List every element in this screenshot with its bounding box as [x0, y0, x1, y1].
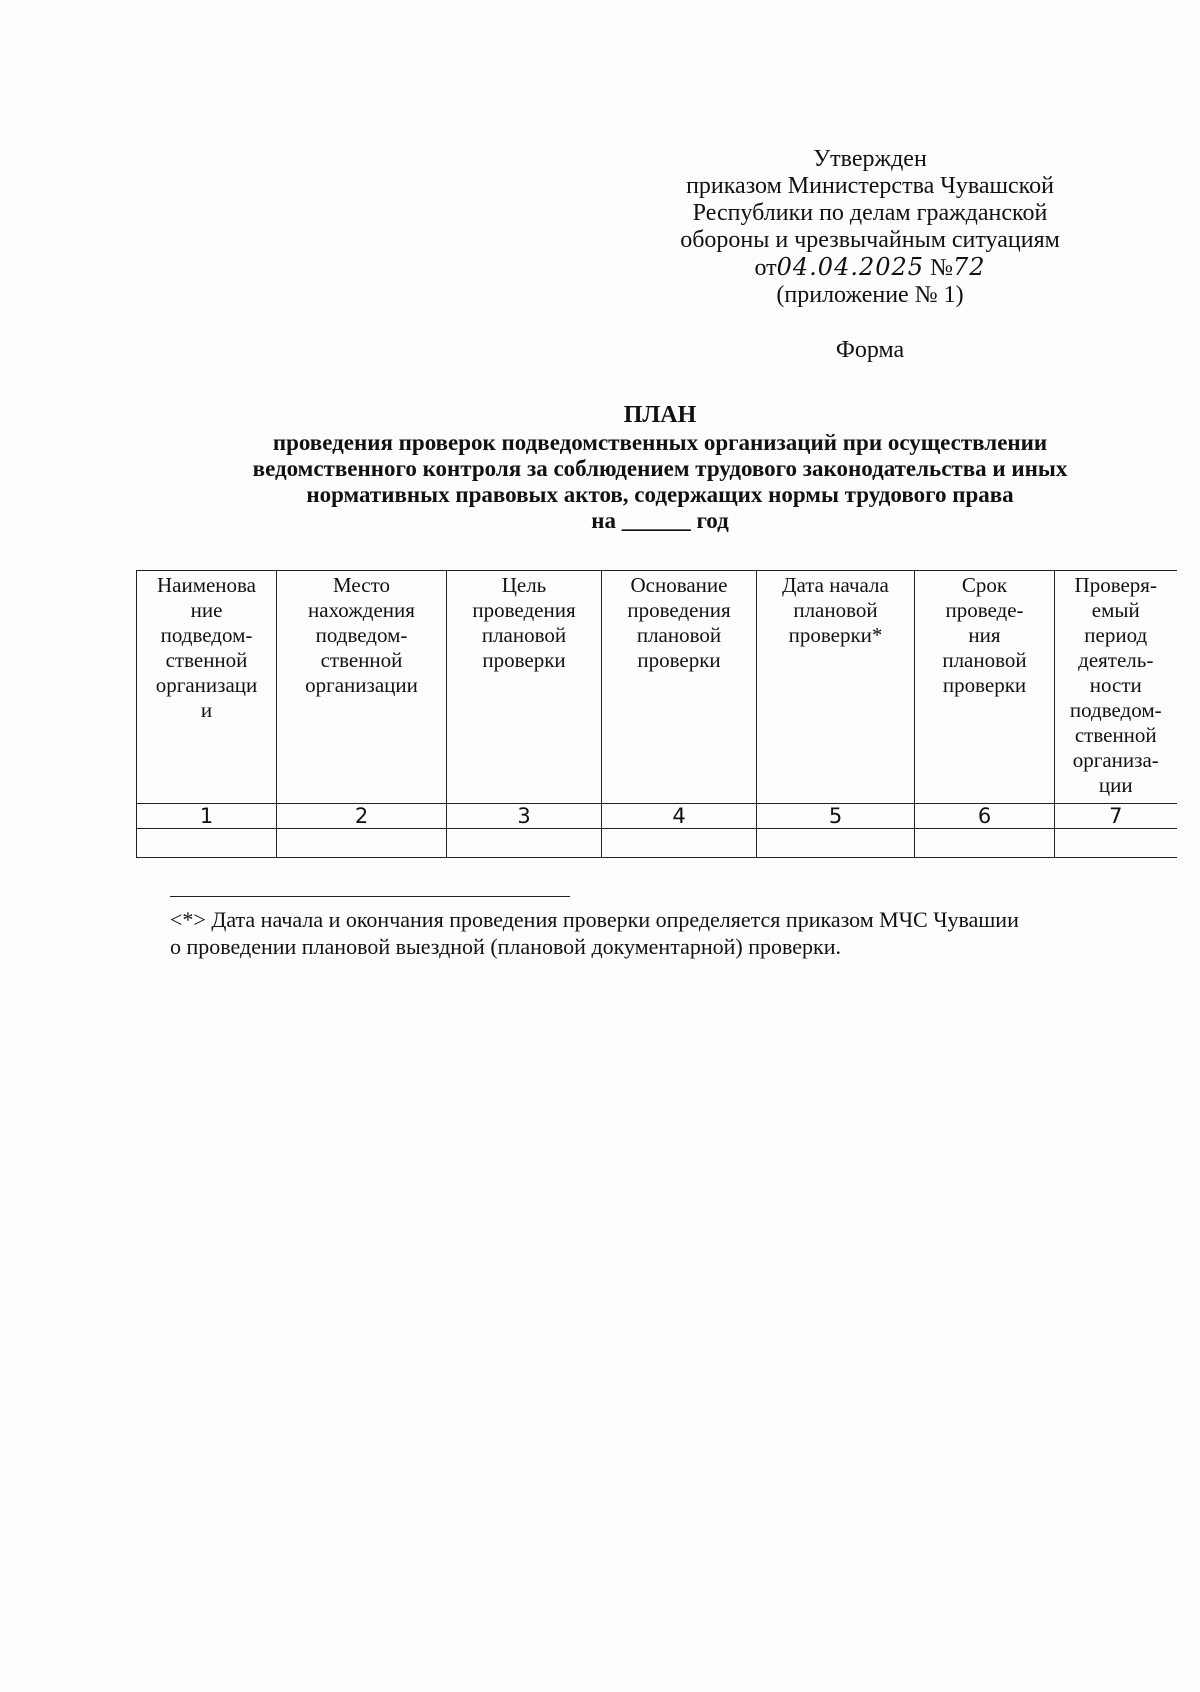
table-cell [602, 829, 757, 858]
header-text-line: ственной [320, 648, 403, 672]
header-text-line: Срок [961, 573, 1008, 597]
header-text-line: и [200, 698, 213, 722]
plan-title-line-1: проведения проверок подведомственных организаций при осуществлении [272, 430, 1048, 455]
handwritten-date: 04.04.2025 [776, 253, 925, 281]
header-text-line: организаци [155, 673, 258, 697]
plan-table [136, 570, 1177, 858]
table-cell [277, 829, 447, 858]
header-text-line: проведе- [945, 598, 1024, 622]
header-text-line: проверки [637, 648, 721, 672]
column-number-cell: 7 [1055, 804, 1177, 829]
column-number-cell: 2 [277, 804, 447, 829]
column-number-cell: 5 [757, 804, 915, 829]
header-text-line: Дата начала [782, 573, 889, 597]
table-header-cell [915, 571, 1055, 804]
table-cell [1055, 829, 1177, 858]
approval-line-3: Республики по делам гражданской [692, 200, 1048, 226]
table-cell [137, 829, 277, 858]
number-prefix: № [930, 255, 953, 281]
table-cell [447, 829, 602, 858]
footnote-line-2: о проведении плановой выездной (плановой документарной) проверки. [170, 934, 841, 959]
approval-date-line [640, 254, 1100, 282]
footnote-divider [170, 896, 570, 897]
header-text-line: ния [968, 623, 1001, 647]
plan-title-line-4: на ______ год [591, 508, 729, 533]
column-number-cell: 6 [915, 804, 1055, 829]
column-number-cell: 3 [447, 804, 602, 829]
header-text-line: деятель- [1078, 648, 1154, 672]
header-text-line: плановой [793, 598, 878, 622]
plan-title [130, 402, 1190, 534]
column-number-cell: 1 [137, 804, 277, 829]
approval-line-4: обороны и чрезвычайным ситуациям [680, 227, 1060, 253]
handwritten-number: 72 [952, 253, 986, 281]
header-text-line: организа- [1072, 748, 1159, 772]
table-cell [757, 829, 915, 858]
header-text-line: Основание [630, 573, 728, 597]
header-text-line: ции [1098, 773, 1133, 797]
header-text-line: подведом- [1069, 698, 1162, 722]
header-text-line: плановой [942, 648, 1027, 672]
header-text-line: Наименова [156, 573, 257, 597]
footnote-line-1: <*> Дата начала и окончания проведения проверки определяется приказом МЧС Чувашии [170, 907, 1019, 932]
header-text-line: проведения [627, 598, 731, 622]
column-number-cell: 4 [602, 804, 757, 829]
header-text-line: период [1084, 623, 1148, 647]
table-header-cell [602, 571, 757, 804]
form-label: Форма [835, 337, 905, 363]
header-text-line: организации [305, 673, 418, 697]
table-header-row [137, 571, 1177, 804]
header-text-line: проверки [482, 648, 566, 672]
header-text-line: ние [190, 598, 223, 622]
table-header-cell [757, 571, 915, 804]
table-empty-row [137, 829, 1177, 858]
approval-line-1: Утвержден [813, 146, 927, 172]
table-header-cell [447, 571, 602, 804]
table-cell [915, 829, 1055, 858]
appendix-label: (приложение № 1) [776, 282, 964, 308]
footnote [170, 906, 1130, 960]
header-text-line: Цель [501, 573, 547, 597]
header-text-line: ственной [1074, 723, 1157, 747]
plan-title-line-3: нормативных правовых актов, содержащих нормы трудового права [306, 482, 1014, 507]
approval-block [640, 146, 1100, 364]
table-header-cell [1055, 571, 1177, 804]
approval-line-2: приказом Министерства Чувашской [686, 173, 1054, 199]
header-text-line: подведом- [160, 623, 253, 647]
table-number-row [137, 804, 1177, 829]
header-text-line: Место [333, 573, 390, 597]
plan-heading: ПЛАН [623, 402, 697, 428]
plan-title-line-2: ведомственного контроля за соблюдением трудового законодательства и иных [252, 456, 1068, 481]
table-header-cell [277, 571, 447, 804]
header-text-line: подведом- [315, 623, 408, 647]
header-text-line: ности [1089, 673, 1142, 697]
header-text-line: проверки [942, 673, 1027, 697]
header-text-line: ственной [165, 648, 248, 672]
header-text-line: проведения [472, 598, 576, 622]
date-prefix: от [754, 255, 777, 281]
header-text-line: нахождения [308, 598, 415, 622]
header-text-line: проверки* [788, 623, 883, 647]
header-text-line: плановой [636, 623, 722, 647]
header-text-line: Проверя- [1074, 573, 1157, 597]
header-text-line: емый [1091, 598, 1140, 622]
table-header-cell [137, 571, 277, 804]
header-text-line: плановой [481, 623, 567, 647]
